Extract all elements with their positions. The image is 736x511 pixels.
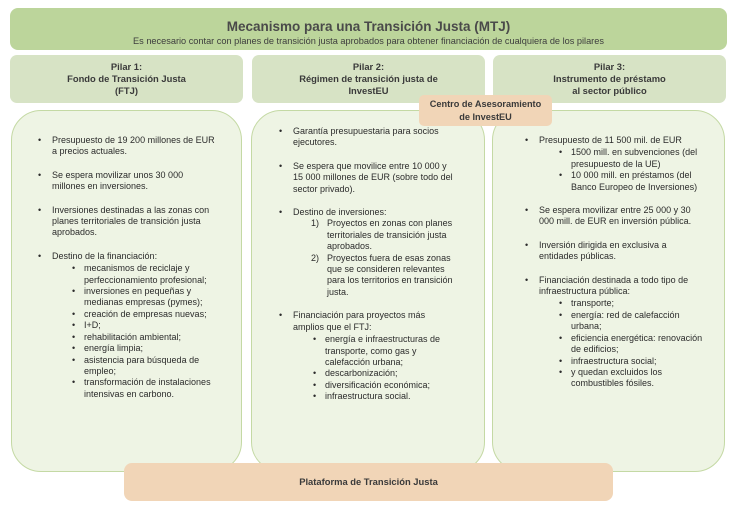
just-transition-platform-bar (124, 463, 613, 501)
pillar-1-name-line1: Fondo de Transición Justa (67, 73, 186, 84)
list-item: • transformación de instalaciones intensivas en carbono. (72, 377, 216, 400)
pillar-3-bullet: • Inversión dirigida en exclusiva a entidades públicas. (525, 240, 705, 263)
pillar-2-name-line2: InvestEU (348, 85, 389, 96)
list-item: • 10 000 mill. en préstamos (del Banco Europeo de Inversiones) (559, 170, 705, 193)
pillar-1-header (10, 55, 243, 103)
numbered-item (311, 218, 457, 252)
list-item: • descarbonización; (313, 368, 457, 379)
pillar-2-bullet-text: • Destino de inversiones: (293, 207, 387, 218)
pillar-3-bullet-budget (525, 135, 705, 193)
pillar-1-bullet-text: • Destino de la financiación: (52, 250, 158, 261)
pillar-2-bullet-text: • Financiación para proyectos más amplios que el FTJ: (293, 310, 426, 332)
pillar-3-bullet-infrastructure (525, 275, 705, 390)
pillar-3-budget-sublist (539, 147, 705, 193)
diagram-subtitle: Es necesario contar con planes de transición justa aprobados para obtener financiación de cualquiera de los pilares (133, 36, 604, 46)
pillar-2-bullet: • Garantía presupuestaria para socios ejecutores. (279, 126, 457, 149)
pillar-2-bullet-investment-destination (279, 207, 457, 298)
list-item: • infraestructura social; (559, 356, 705, 367)
list-item: • diversificación económica; (313, 380, 457, 391)
pillar-3-content (525, 135, 705, 402)
investeu-advisory-hub-line2: de InvestEU (459, 112, 512, 122)
list-item: • eficiencia energética: renovación de edificios; (559, 333, 705, 356)
pillar-3-infrastructure-sublist (539, 298, 705, 389)
pillar-1-name-line2: (FTJ) (115, 85, 138, 96)
pillar-1-bullet: • Se espera movilizar unos 30 000 millones en inversiones. (38, 170, 216, 193)
pillar-2-content (279, 126, 457, 415)
numbered-item (311, 253, 457, 299)
investeu-advisory-hub-tag (419, 95, 552, 126)
pillar-2-name-line1: Régimen de transición justa de (299, 73, 438, 84)
investeu-advisory-hub-line1: Centro de Asesoramiento (429, 99, 542, 109)
list-item: • mecanismos de reciclaje y perfeccionamiento profesional; (72, 263, 216, 286)
pillar-2-bullet-broader-projects (279, 310, 457, 402)
list-item: • transporte; (559, 298, 705, 309)
list-item: • infraestructura social. (313, 391, 457, 402)
pillar-3-bullet: • Se espera movilizar entre 25 000 y 30 000 mill. de EUR en inversión pública. (525, 205, 705, 228)
pillar-3-label: Pilar 3: (593, 61, 626, 72)
item-number: 2) (311, 252, 320, 263)
list-item: • energía e infraestructuras de transporte, como gas y calefacción urbana; (313, 334, 457, 368)
pillar-3-bullet-text: • Financiación destinada a todo tipo de infraestructura pública: (539, 274, 689, 297)
diagram-header (10, 8, 727, 50)
pillar-1-content (38, 135, 216, 412)
diagram-title: Mecanismo para una Transición Justa (MTJ) (226, 19, 511, 34)
list-item: • 1500 mill. en subvenciones (del presupuesto de la UE) (559, 147, 705, 170)
list-item: • energía limpia; (72, 343, 216, 354)
pillar-1-bullet: • Inversiones destinadas a las zonas con planes territoriales de transición justa aprobados. (38, 205, 216, 239)
footer-label: Plataforma de Transición Justa (299, 476, 438, 487)
pillar-2-numbered-list (293, 218, 457, 298)
pillar-2-label: Pilar 2: (352, 61, 385, 72)
pillar-1-label: Pilar 1: (110, 61, 143, 72)
pillar-2-bullet: • Se espera que movilice entre 10 000 y 15 000 millones de EUR (sobre todo del sector privado). (279, 161, 457, 195)
list-item: • creación de empresas nuevas; (72, 309, 216, 320)
list-item: • I+D; (72, 320, 216, 331)
pillar-1-bullet: • Presupuesto de 19 200 millones de EUR a precios actuales. (38, 135, 216, 158)
pillar-3-name-line1: Instrumento de préstamo (553, 73, 666, 84)
pillar-3-name-line2: al sector público (572, 85, 647, 96)
list-item: • asistencia para búsqueda de empleo; (72, 355, 216, 378)
pillar-1-sublist (52, 263, 216, 400)
pillar-3-bullet-text: • Presupuesto de 11 500 mil. de EUR (539, 135, 682, 145)
list-item: • y quedan excluidos los combustibles fósiles. (559, 367, 705, 390)
list-item: • inversiones en pequeñas y medianas empresas (pymes); (72, 286, 216, 309)
item-number: 1) (311, 218, 320, 229)
pillar-1-bullet-funding-destination (38, 251, 216, 400)
list-item: • energía: red de calefacción urbana; (559, 310, 705, 333)
list-item: • rehabilitación ambiental; (72, 332, 216, 343)
item-text: Proyectos en zonas con planes territoriales de transición justa aprobados. (327, 218, 453, 252)
item-text: Proyectos fuera de esas zonas que se consideren relevantes para los territorios en transición justa. (327, 252, 453, 297)
pillar-2-sublist (293, 334, 457, 402)
